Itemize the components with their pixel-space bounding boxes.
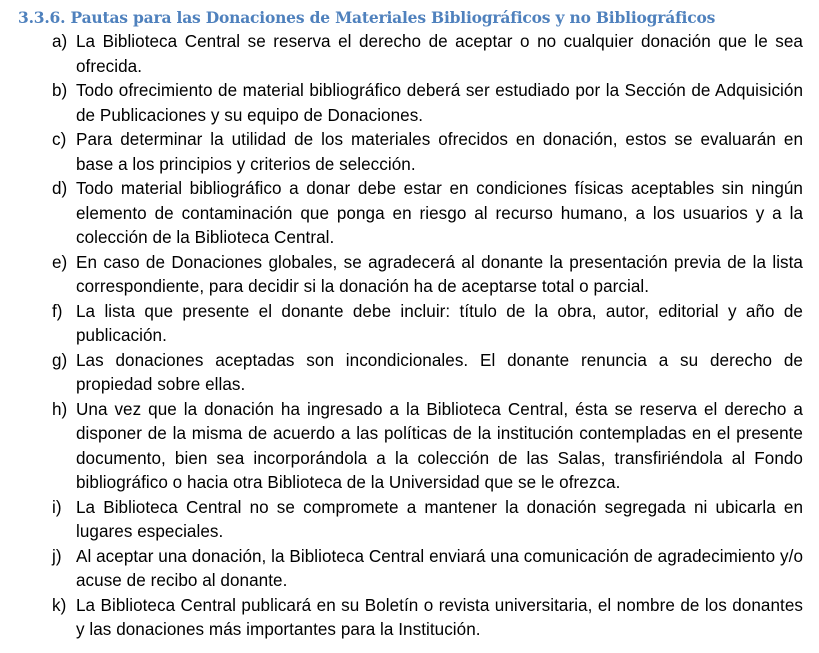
list-item-text: En caso de Donaciones globales, se agradecerá al donante la presentación previa de la lista correspondiente, para decidir si la donación ha de aceptarse total o parcial. [76, 252, 803, 296]
list-item [18, 594, 803, 643]
list-item-text: La lista que presente el donante debe incluir: título de la obra, autor, editorial y año de publicación. [76, 301, 803, 345]
list-item [18, 545, 803, 594]
list-marker: g) [52, 350, 68, 370]
list-item [18, 79, 803, 128]
list-item-text: Todo ofrecimiento de material bibliográfico deberá ser estudiado por la Sección de Adquisición de Publicaciones y su equipo de Donaciones. [76, 81, 803, 125]
list-item [18, 398, 803, 496]
list-marker: d) [52, 179, 68, 198]
list-item-text: La Biblioteca Central no se compromete a mantener la donación segregada ni ubicarla en lugares especiales. [76, 497, 803, 541]
list-item-text: Todo material bibliográfico a donar debe estar en condiciones físicas aceptables sin ningún elemento de contaminación que ponga en riesgo al recurso humano, a los usuarios y a la colección de la Biblioteca Central. [76, 179, 803, 247]
section-heading: 3.3.6. Pautas para las Donaciones de Materiales Bibliográficos y no Bibliográficos [18, 8, 716, 27]
list-item [18, 251, 803, 300]
list-marker: c) [52, 130, 67, 149]
list-marker: e) [52, 252, 68, 272]
list-marker: j) [52, 546, 62, 566]
list-item-text: Una vez que la donación ha ingresado a la Biblioteca Central, ésta se reserva el derecho a disponer de la misma de acuerdo a las políticas de la institución contempladas en el presente documento, bien sea incorporándola a la colección de las Salas, transfiriéndola al Fondo bibliográfico o hacia otra Biblioteca de la Universidad que se le ofrezca. [76, 399, 803, 492]
list-item-text: La Biblioteca Central se reserva el derecho de aceptar o no cualquier donación que le sea ofrecida. [76, 32, 803, 76]
list-item-text: La Biblioteca Central publicará en su Boletín o revista universitaria, el nombre de los donantes y las donaciones más importantes para la Institución. [76, 595, 803, 639]
list-item [18, 496, 803, 545]
list-item-text: Las donaciones aceptadas son incondicionales. El donante renuncia a su derecho de propiedad sobre ellas. [76, 350, 803, 394]
list-item [18, 300, 803, 349]
list-marker: b) [52, 81, 68, 100]
list-marker: k) [52, 595, 67, 615]
list-item-text: Al aceptar una donación, la Biblioteca Central enviará una comunicación de agradecimiento y/o acuse de recibo al donante. [76, 546, 803, 590]
guidelines-list [18, 30, 803, 643]
list-item [18, 30, 803, 79]
list-marker: i) [52, 497, 62, 517]
list-marker: f) [52, 301, 63, 321]
list-marker: h) [52, 399, 68, 419]
list-item [18, 349, 803, 398]
list-marker: a) [52, 32, 68, 51]
list-item [18, 128, 803, 177]
list-item-text: Para determinar la utilidad de los materiales ofrecidos en donación, estos se evaluarán en base a los principios y criterios de selección. [76, 130, 803, 174]
list-item [18, 177, 803, 251]
